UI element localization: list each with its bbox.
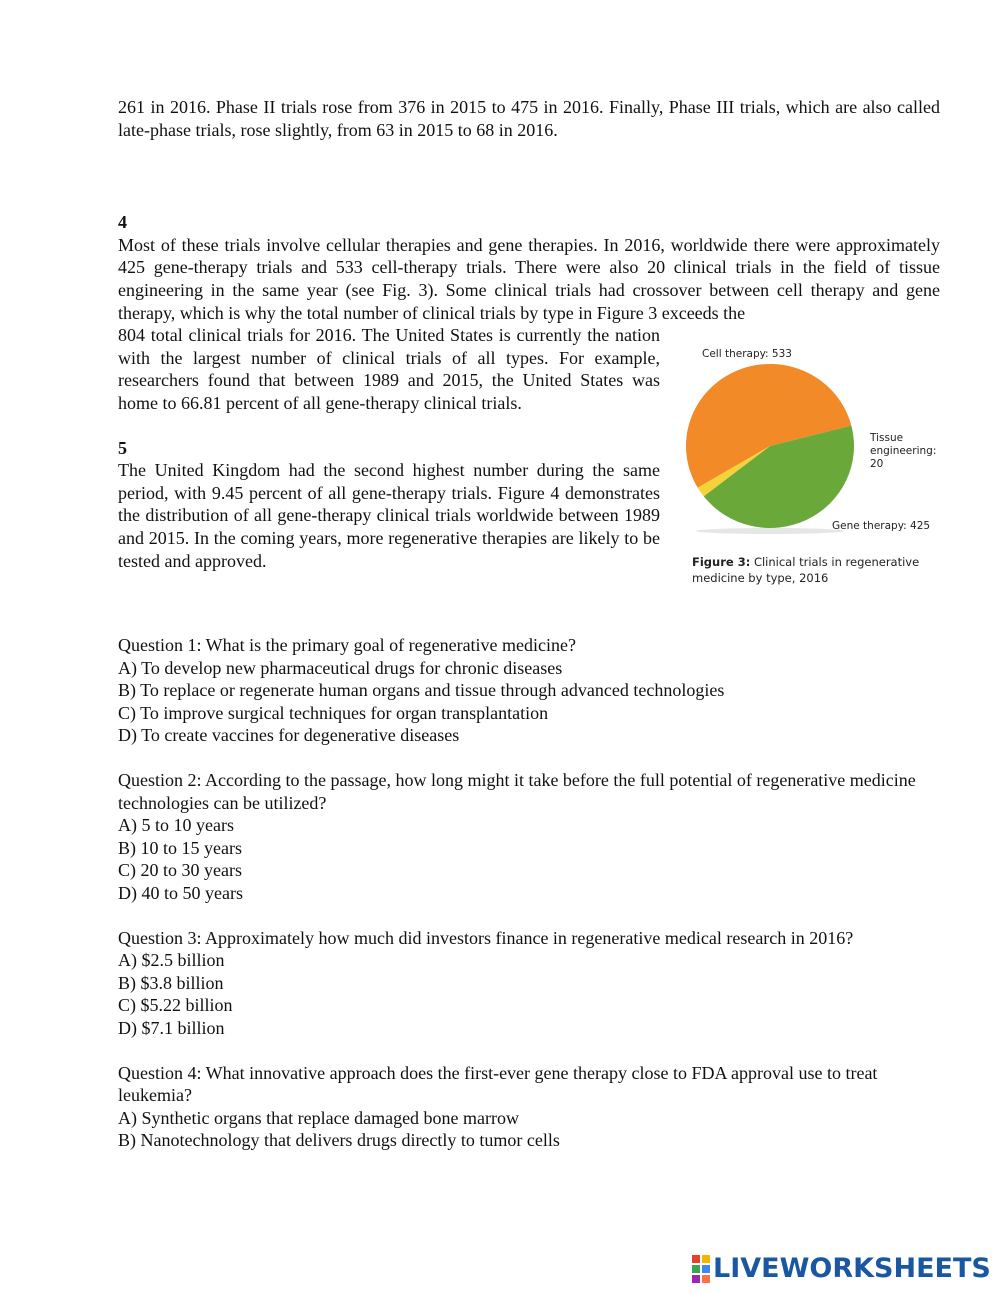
figure-caption-bold: Figure 3: [692,555,751,570]
answer-option: C) To improve surgical techniques for organ transplantation [118,702,549,723]
section-4-paragraph-full: Most of these trials involve cellular therapies and gene therapies. In 2016, worldwide there were approximately 425 gene-therapy trials and 533 cell-therapy trials. There were also 20 clinical trials in the field of tissue engineering in the same year (see Fig. 3). Some clinical trials had crossover between cell therapy and gene therapy, which is why the total number of clinical trials by type in Figure 3 exceeds the [118,234,940,323]
section-4-paragraph-wrapped: 804 total clinical trials for 2016. The United States is currently the nation with the largest number of clinical trials of all types. For example, researchers found that between 1989 and 2015, the United States was home to 66.81 percent of all gene-therapy clinical trials. [118,325,660,413]
answer-option: D) $7.1 billion [118,1018,225,1038]
answer-option: B) Nanotechnology that delivers drugs directly to tumor cells [118,1130,560,1151]
label-gene-therapy: Gene therapy: 425 [832,520,931,533]
figure-3 [682,324,940,584]
answer-option: D) To create vaccines for degenerative diseases [118,725,460,746]
question-3 [118,927,940,1040]
question-prompt: Question 3: Approximately how much did investors finance in regenerative medical research in 2016? [118,927,854,948]
pie-shadow [696,528,844,534]
label-tissue-line2: engineering: 20 [870,445,937,471]
answer-option: B) 10 to 15 years [118,837,242,858]
answer-option: A) Synthetic organs that replace damaged bone marrow [118,1107,520,1128]
section-4-5-wrap [118,234,940,586]
document-page [118,96,940,1152]
answer-option: B) $3.8 billion [118,972,224,993]
answer-option: A) To develop new pharmaceutical drugs for chronic diseases [118,657,563,678]
answer-option: B) To replace or regenerate human organs and tissue through advanced technologies [118,680,725,701]
answer-option: A) $2.5 billion [118,950,225,971]
answer-option: A) 5 to 10 years [118,815,234,836]
answer-option: C) $5.22 billion [118,995,233,1016]
intro-paragraph: 261 in 2016. Phase II trials rose from 376 in 2015 to 475 in 2016. Finally, Phase III trials, which are also called late-phase trials, rose slightly, from 63 in 2015 to 68 in 2016. [118,97,940,140]
question-4 [118,1062,940,1152]
figure-caption [692,554,932,586]
answer-option: C) 20 to 30 years [118,860,242,881]
question-prompt: Question 4: What innovative approach does the first-ever gene therapy close to FDA approval use to treat leukemia? [118,1062,878,1106]
logo-icon [692,1255,710,1283]
section-number-5: 5 [118,437,127,458]
section-5-paragraph: The United Kingdom had the second highest number during the same period, with 9.45 percent of all gene-therapy trials. Figure 4 demonstrates the distribution of all gene-therapy clinical trials worldwide between 1989 and 2015. In the coming years, more regenerative therapies are likely to be tested and approved. [118,460,660,571]
label-tissue-line1: Tissue [870,432,904,445]
logo-text: LIVEWORKSHEETS [713,1252,991,1284]
figure-caption-rest: Clinical trials in regenerative medicine by type, 2016 [692,555,920,586]
question-1 [118,634,940,747]
section-number-4: 4 [118,212,127,233]
question-prompt: Question 1: What is the primary goal of regenerative medicine? [118,635,577,656]
question-2 [118,769,940,905]
liveworksheets-logo [692,1254,991,1284]
answer-option: D) 40 to 50 years [118,883,243,904]
question-prompt: Question 2: According to the passage, how long might it take before the full potential of regenerative medicine technologies can be utilized? [118,770,916,813]
label-cell-therapy: Cell therapy: 533 [702,348,792,361]
